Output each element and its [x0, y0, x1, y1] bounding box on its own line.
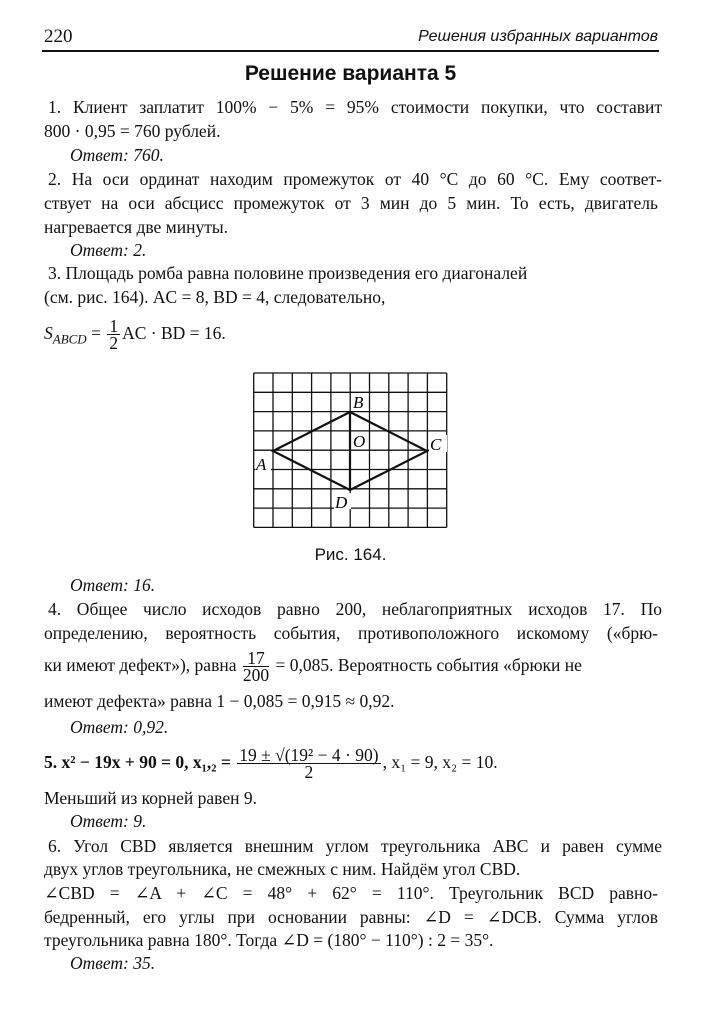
text-line: нагревается две минуты.	[44, 217, 228, 237]
text-line: 4. Общее число исходов равно 200, неблагоприятных исходов 17. По	[48, 599, 662, 619]
text-line: ∠CBD = ∠A + ∠C = 48° + 62° = 110°. Треугольник BCD равно-	[44, 883, 658, 903]
label-b: B	[353, 393, 364, 412]
fraction-den: 200	[242, 665, 270, 686]
text-line: 2. На оси ординат находим промежуток от 40 °C до 60 °C. Ему соответ-	[48, 169, 662, 189]
fraction-num: 17	[243, 650, 269, 667]
page-number: 220	[44, 26, 73, 47]
answer-line: Ответ: 9.	[70, 811, 147, 831]
fraction	[107, 316, 120, 354]
text-line: бедренный, его углы при основании равны: ∠D = ∠DCB. Сумма углов	[44, 907, 658, 927]
fraction	[242, 648, 270, 686]
answer-line: Ответ: 0,92.	[70, 717, 169, 737]
rhombus-figure	[250, 370, 455, 535]
header-rule	[42, 50, 659, 52]
text-line: определению, вероятность события, противоположного искомому («брю-	[44, 623, 658, 643]
label-d: D	[335, 493, 348, 512]
label-o: O	[353, 432, 366, 451]
fraction-num: 19 ± √(19² − 4 · 90)	[239, 745, 379, 766]
label-c: C	[430, 435, 442, 454]
text-line-fraction	[44, 648, 658, 686]
text-line: 800 · 0,95 = 760 рублей.	[44, 121, 221, 141]
text-line: 1. Клиент заплатит 100% − 5% = 95% стоимости покупки, что составит	[48, 97, 662, 117]
text-line: 3. Площадь ромба равна половине произведения его диагоналей	[48, 263, 528, 283]
section-title: Решение варианта 5	[244, 62, 457, 85]
formula-rhs: AC · BD = 16.	[122, 323, 226, 343]
formula-sub: ABCD	[52, 331, 87, 347]
text-line: треугольника равна 180°. Тогда ∠D = (180° − 110°) : 2 = 35°.	[44, 930, 494, 950]
fraction-den: 2	[109, 333, 119, 354]
text-part: 5. x² − 19x + 90 = 0, x₁,₂ =	[44, 752, 231, 772]
formula-eq: =	[86, 323, 106, 343]
answer-line: Ответ: 760.	[70, 145, 164, 165]
answer-line: Ответ: 2.	[70, 240, 147, 260]
answer-line: Ответ: 16.	[70, 575, 156, 595]
label-a: A	[256, 455, 267, 474]
text-line: двух углов треугольника, не смежных с ним. Найдём угол CBD.	[44, 859, 521, 879]
text-part: , x₁ = 9, x₂ = 10.	[382, 752, 498, 772]
text-line: Меньший из корней равен 9.	[44, 788, 257, 808]
fraction	[237, 745, 380, 783]
text-line: 6. Угол CBD является внешним углом треугольника ABC и равен сумме	[48, 836, 662, 856]
text-line: (см. рис. 164). AC = 8, BD = 4, следовательно,	[44, 287, 386, 307]
fraction-den: 2	[304, 762, 314, 783]
text-part: = 0,085. Вероятность события «брюки не	[275, 655, 582, 675]
text-line: имеют дефекта» равна 1 − 0,085 = 0,915 ≈ 0,92.	[44, 691, 395, 711]
quadratic-line	[44, 744, 658, 783]
formula-s: S	[44, 323, 53, 343]
running-title: Решения избранных вариантов	[418, 28, 658, 45]
answer-line: Ответ: 35.	[70, 953, 156, 973]
fraction-num: 1	[109, 316, 119, 337]
figure-caption: Рис. 164.	[314, 545, 387, 564]
formula-area	[44, 316, 658, 357]
text-part: ки имеют дефект»), равна	[44, 655, 237, 675]
text-line: ствует на оси абсцисс промежуток от 3 мин до 5 мин. То есть, двигатель	[44, 193, 658, 213]
